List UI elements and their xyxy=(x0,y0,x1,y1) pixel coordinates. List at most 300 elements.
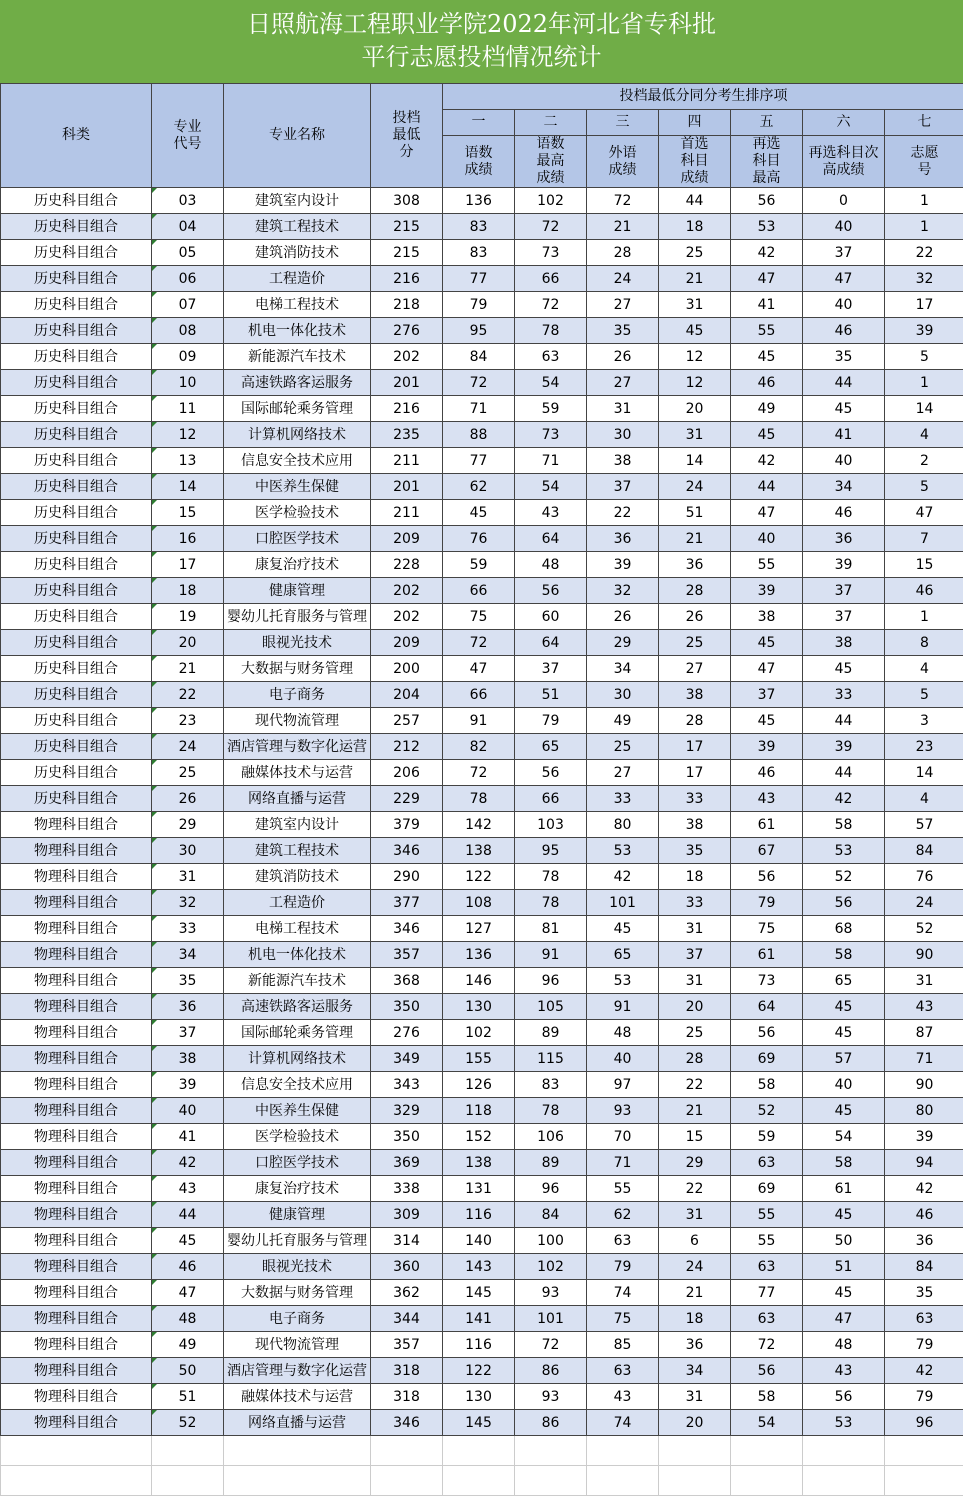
table-row xyxy=(1,734,963,760)
cell-chinese-math: 62 xyxy=(443,474,515,500)
cell-category: 历史科目组合 xyxy=(1,526,152,552)
cell-min-score: 206 xyxy=(371,760,443,786)
cell-min-score: 309 xyxy=(371,1202,443,1228)
header-sort-item-line: 号 xyxy=(885,162,963,179)
cell-elective-max: 55 xyxy=(731,1202,803,1228)
cell-major-name: 国际邮轮乘务管理 xyxy=(224,1020,371,1046)
cell-preference-no: 4 xyxy=(885,786,963,812)
cell-min-score: 338 xyxy=(371,1176,443,1202)
cell-code: 21 xyxy=(152,656,224,682)
cell-elective-second: 58 xyxy=(803,812,885,838)
cell-major-name: 机电一体化技术 xyxy=(224,318,371,344)
cell-preference-no: 39 xyxy=(885,1124,963,1150)
header-sort-item-line: 高成绩 xyxy=(803,162,884,179)
table-row xyxy=(1,500,963,526)
cell-major-name: 工程造价 xyxy=(224,890,371,916)
cell-code: 22 xyxy=(152,682,224,708)
cell-code: 44 xyxy=(152,1202,224,1228)
header-minscore-line: 最低 xyxy=(371,127,442,144)
cell-elective-max: 53 xyxy=(731,214,803,240)
cell-min-score: 211 xyxy=(371,500,443,526)
table-row xyxy=(1,396,963,422)
cell-major-name: 酒店管理与数字化运营 xyxy=(224,734,371,760)
header-sort-number: 一 xyxy=(443,110,515,136)
cell-chinese-math: 82 xyxy=(443,734,515,760)
cell-chinese-math: 108 xyxy=(443,890,515,916)
cell-elective-second: 40 xyxy=(803,214,885,240)
cell-elective-max: 63 xyxy=(731,1306,803,1332)
cell-code: 50 xyxy=(152,1358,224,1384)
cell-chinese-math-max: 56 xyxy=(515,578,587,604)
cell-preference-no: 84 xyxy=(885,838,963,864)
cell-chinese-math: 83 xyxy=(443,214,515,240)
empty-cell xyxy=(885,1436,963,1466)
cell-chinese-math: 141 xyxy=(443,1306,515,1332)
cell-major-name: 新能源汽车技术 xyxy=(224,344,371,370)
cell-foreign-lang: 71 xyxy=(587,1150,659,1176)
cell-first-subject: 28 xyxy=(659,1046,731,1072)
cell-chinese-math-max: 37 xyxy=(515,656,587,682)
cell-chinese-math: 47 xyxy=(443,656,515,682)
cell-preference-no: 1 xyxy=(885,370,963,396)
cell-elective-max: 52 xyxy=(731,1098,803,1124)
cell-elective-second: 45 xyxy=(803,656,885,682)
cell-min-score: 202 xyxy=(371,604,443,630)
cell-foreign-lang: 37 xyxy=(587,474,659,500)
header-code xyxy=(152,84,224,188)
cell-code: 03 xyxy=(152,188,224,214)
cell-category: 历史科目组合 xyxy=(1,240,152,266)
empty-row xyxy=(1,1436,963,1466)
cell-elective-max: 69 xyxy=(731,1176,803,1202)
cell-chinese-math: 116 xyxy=(443,1202,515,1228)
cell-chinese-math-max: 60 xyxy=(515,604,587,630)
cell-elective-second: 45 xyxy=(803,994,885,1020)
cell-chinese-math-max: 84 xyxy=(515,1202,587,1228)
cell-elective-second: 48 xyxy=(803,1332,885,1358)
cell-elective-second: 39 xyxy=(803,552,885,578)
cell-category: 物理科目组合 xyxy=(1,1124,152,1150)
cell-chinese-math-max: 96 xyxy=(515,968,587,994)
cell-min-score: 215 xyxy=(371,240,443,266)
header-sort-item-line: 科目 xyxy=(659,153,730,170)
cell-preference-no: 79 xyxy=(885,1332,963,1358)
cell-elective-second: 35 xyxy=(803,344,885,370)
cell-foreign-lang: 62 xyxy=(587,1202,659,1228)
cell-chinese-math: 79 xyxy=(443,292,515,318)
header-sort-item xyxy=(731,136,803,188)
cell-foreign-lang: 24 xyxy=(587,266,659,292)
cell-first-subject: 35 xyxy=(659,838,731,864)
header-sort-item-line: 成绩 xyxy=(443,162,514,179)
cell-code: 15 xyxy=(152,500,224,526)
table-row xyxy=(1,1228,963,1254)
cell-elective-second: 47 xyxy=(803,1306,885,1332)
cell-preference-no: 23 xyxy=(885,734,963,760)
cell-foreign-lang: 27 xyxy=(587,292,659,318)
cell-chinese-math-max: 73 xyxy=(515,240,587,266)
cell-elective-max: 39 xyxy=(731,578,803,604)
cell-major-name: 口腔医学技术 xyxy=(224,1150,371,1176)
header-code-line: 代号 xyxy=(152,136,223,153)
cell-preference-no: 39 xyxy=(885,318,963,344)
cell-chinese-math: 131 xyxy=(443,1176,515,1202)
cell-min-score: 379 xyxy=(371,812,443,838)
cell-chinese-math-max: 64 xyxy=(515,526,587,552)
cell-first-subject: 14 xyxy=(659,448,731,474)
cell-elective-max: 46 xyxy=(731,370,803,396)
table-row xyxy=(1,1410,963,1436)
cell-foreign-lang: 53 xyxy=(587,838,659,864)
empty-cell xyxy=(885,1466,963,1496)
cell-elective-second: 52 xyxy=(803,864,885,890)
cell-elective-second: 36 xyxy=(803,526,885,552)
cell-first-subject: 18 xyxy=(659,1306,731,1332)
header-sort-item-line: 最高 xyxy=(731,170,802,187)
cell-category: 物理科目组合 xyxy=(1,1202,152,1228)
cell-foreign-lang: 74 xyxy=(587,1280,659,1306)
cell-major-name: 中医养生保健 xyxy=(224,1098,371,1124)
cell-major-name: 电子商务 xyxy=(224,1306,371,1332)
cell-category: 历史科目组合 xyxy=(1,682,152,708)
cell-chinese-math: 77 xyxy=(443,266,515,292)
cell-code: 20 xyxy=(152,630,224,656)
cell-major-name: 眼视光技术 xyxy=(224,1254,371,1280)
cell-first-subject: 31 xyxy=(659,292,731,318)
cell-first-subject: 6 xyxy=(659,1228,731,1254)
cell-min-score: 209 xyxy=(371,526,443,552)
cell-chinese-math-max: 73 xyxy=(515,422,587,448)
header-sort-item-line: 再选科目次 xyxy=(803,145,884,162)
cell-preference-no: 79 xyxy=(885,1384,963,1410)
cell-chinese-math: 145 xyxy=(443,1410,515,1436)
cell-elective-second: 65 xyxy=(803,968,885,994)
cell-foreign-lang: 31 xyxy=(587,396,659,422)
cell-code: 41 xyxy=(152,1124,224,1150)
cell-category: 物理科目组合 xyxy=(1,1046,152,1072)
cell-first-subject: 38 xyxy=(659,812,731,838)
cell-elective-second: 57 xyxy=(803,1046,885,1072)
cell-min-score: 357 xyxy=(371,942,443,968)
cell-elective-second: 38 xyxy=(803,630,885,656)
cell-chinese-math: 136 xyxy=(443,942,515,968)
cell-first-subject: 28 xyxy=(659,708,731,734)
cell-chinese-math-max: 100 xyxy=(515,1228,587,1254)
cell-category: 物理科目组合 xyxy=(1,1150,152,1176)
cell-code: 29 xyxy=(152,812,224,838)
cell-chinese-math-max: 96 xyxy=(515,1176,587,1202)
cell-category: 历史科目组合 xyxy=(1,630,152,656)
cell-preference-no: 1 xyxy=(885,604,963,630)
cell-code: 49 xyxy=(152,1332,224,1358)
cell-foreign-lang: 74 xyxy=(587,1410,659,1436)
cell-elective-second: 0 xyxy=(803,188,885,214)
header-category: 科类 xyxy=(1,84,152,188)
cell-category: 历史科目组合 xyxy=(1,734,152,760)
cell-preference-no: 1 xyxy=(885,214,963,240)
cell-category: 物理科目组合 xyxy=(1,1306,152,1332)
cell-elective-max: 56 xyxy=(731,1020,803,1046)
empty-cell xyxy=(443,1436,515,1466)
cell-chinese-math: 126 xyxy=(443,1072,515,1098)
cell-preference-no: 80 xyxy=(885,1098,963,1124)
cell-category: 历史科目组合 xyxy=(1,552,152,578)
cell-min-score: 318 xyxy=(371,1358,443,1384)
cell-code: 38 xyxy=(152,1046,224,1072)
cell-foreign-lang: 26 xyxy=(587,344,659,370)
cell-chinese-math: 122 xyxy=(443,1358,515,1384)
cell-min-score: 201 xyxy=(371,370,443,396)
cell-preference-no: 43 xyxy=(885,994,963,1020)
table-row xyxy=(1,812,963,838)
cell-code: 14 xyxy=(152,474,224,500)
cell-foreign-lang: 48 xyxy=(587,1020,659,1046)
cell-major-name: 婴幼儿托育服务与管理 xyxy=(224,1228,371,1254)
cell-first-subject: 25 xyxy=(659,630,731,656)
empty-row xyxy=(1,1466,963,1496)
cell-code: 48 xyxy=(152,1306,224,1332)
header-sort-number: 二 xyxy=(515,110,587,136)
cell-chinese-math-max: 91 xyxy=(515,942,587,968)
cell-chinese-math-max: 63 xyxy=(515,344,587,370)
cell-preference-no: 46 xyxy=(885,578,963,604)
empty-cell xyxy=(152,1466,224,1496)
cell-min-score: 369 xyxy=(371,1150,443,1176)
cell-code: 12 xyxy=(152,422,224,448)
cell-category: 物理科目组合 xyxy=(1,916,152,942)
header-sort-item xyxy=(443,136,515,188)
cell-preference-no: 31 xyxy=(885,968,963,994)
cell-major-name: 高速铁路客运服务 xyxy=(224,370,371,396)
header-sort-item-line: 成绩 xyxy=(659,170,730,187)
cell-major-name: 医学检验技术 xyxy=(224,1124,371,1150)
cell-foreign-lang: 72 xyxy=(587,188,659,214)
cell-elective-max: 72 xyxy=(731,1332,803,1358)
cell-chinese-math: 91 xyxy=(443,708,515,734)
cell-min-score: 215 xyxy=(371,214,443,240)
cell-preference-no: 46 xyxy=(885,1202,963,1228)
cell-min-score: 211 xyxy=(371,448,443,474)
header-sort-number: 四 xyxy=(659,110,731,136)
cell-chinese-math: 116 xyxy=(443,1332,515,1358)
cell-min-score: 202 xyxy=(371,344,443,370)
cell-foreign-lang: 55 xyxy=(587,1176,659,1202)
cell-major-name: 建筑室内设计 xyxy=(224,812,371,838)
cell-chinese-math-max: 72 xyxy=(515,1332,587,1358)
table-row xyxy=(1,1332,963,1358)
header-sort-item-line: 外语 xyxy=(587,145,658,162)
cell-category: 历史科目组合 xyxy=(1,786,152,812)
cell-foreign-lang: 63 xyxy=(587,1358,659,1384)
cell-code: 08 xyxy=(152,318,224,344)
cell-foreign-lang: 43 xyxy=(587,1384,659,1410)
cell-foreign-lang: 39 xyxy=(587,552,659,578)
header-sort-item-line: 成绩 xyxy=(587,162,658,179)
cell-major-name: 眼视光技术 xyxy=(224,630,371,656)
cell-preference-no: 2 xyxy=(885,448,963,474)
cell-first-subject: 51 xyxy=(659,500,731,526)
table-row xyxy=(1,656,963,682)
cell-min-score: 276 xyxy=(371,1020,443,1046)
cell-elective-second: 56 xyxy=(803,890,885,916)
cell-chinese-math-max: 115 xyxy=(515,1046,587,1072)
cell-chinese-math: 66 xyxy=(443,578,515,604)
cell-category: 物理科目组合 xyxy=(1,864,152,890)
cell-elective-second: 54 xyxy=(803,1124,885,1150)
cell-min-score: 218 xyxy=(371,292,443,318)
cell-code: 23 xyxy=(152,708,224,734)
cell-chinese-math: 95 xyxy=(443,318,515,344)
cell-elective-max: 77 xyxy=(731,1280,803,1306)
cell-chinese-math-max: 81 xyxy=(515,916,587,942)
cell-category: 历史科目组合 xyxy=(1,370,152,396)
cell-category: 物理科目组合 xyxy=(1,968,152,994)
empty-cell xyxy=(659,1466,731,1496)
cell-chinese-math-max: 51 xyxy=(515,682,587,708)
cell-code: 06 xyxy=(152,266,224,292)
cell-elective-max: 40 xyxy=(731,526,803,552)
cell-chinese-math: 76 xyxy=(443,526,515,552)
cell-foreign-lang: 21 xyxy=(587,214,659,240)
cell-chinese-math: 155 xyxy=(443,1046,515,1072)
cell-code: 36 xyxy=(152,994,224,1020)
table-row xyxy=(1,188,963,214)
cell-elective-max: 42 xyxy=(731,448,803,474)
cell-preference-no: 5 xyxy=(885,344,963,370)
cell-elective-second: 44 xyxy=(803,760,885,786)
empty-cell xyxy=(371,1436,443,1466)
cell-first-subject: 33 xyxy=(659,786,731,812)
cell-elective-max: 75 xyxy=(731,916,803,942)
cell-major-name: 工程造价 xyxy=(224,266,371,292)
cell-foreign-lang: 101 xyxy=(587,890,659,916)
table-header xyxy=(1,84,963,188)
cell-elective-second: 41 xyxy=(803,422,885,448)
header-sort-number: 五 xyxy=(731,110,803,136)
cell-elective-max: 44 xyxy=(731,474,803,500)
cell-chinese-math: 59 xyxy=(443,552,515,578)
cell-elective-second: 40 xyxy=(803,292,885,318)
table-row xyxy=(1,604,963,630)
table-row xyxy=(1,1306,963,1332)
cell-elective-max: 45 xyxy=(731,630,803,656)
cell-major-name: 信息安全技术应用 xyxy=(224,1072,371,1098)
cell-major-name: 康复治疗技术 xyxy=(224,552,371,578)
cell-preference-no: 63 xyxy=(885,1306,963,1332)
header-sort-item-line: 语数 xyxy=(443,145,514,162)
cell-first-subject: 22 xyxy=(659,1176,731,1202)
cell-foreign-lang: 27 xyxy=(587,370,659,396)
table-row xyxy=(1,240,963,266)
empty-cell xyxy=(659,1436,731,1466)
cell-major-name: 建筑消防技术 xyxy=(224,864,371,890)
cell-min-score: 346 xyxy=(371,1410,443,1436)
cell-code: 42 xyxy=(152,1150,224,1176)
cell-category: 历史科目组合 xyxy=(1,318,152,344)
cell-chinese-math: 140 xyxy=(443,1228,515,1254)
empty-cell xyxy=(731,1466,803,1496)
cell-preference-no: 42 xyxy=(885,1358,963,1384)
cell-code: 33 xyxy=(152,916,224,942)
cell-elective-max: 56 xyxy=(731,1358,803,1384)
cell-elective-second: 45 xyxy=(803,1280,885,1306)
cell-chinese-math: 130 xyxy=(443,1384,515,1410)
cell-chinese-math-max: 72 xyxy=(515,292,587,318)
cell-first-subject: 21 xyxy=(659,1280,731,1306)
cell-first-subject: 45 xyxy=(659,318,731,344)
cell-chinese-math-max: 72 xyxy=(515,214,587,240)
header-sort-item-line: 成绩 xyxy=(515,170,586,187)
cell-elective-max: 58 xyxy=(731,1072,803,1098)
cell-chinese-math: 72 xyxy=(443,370,515,396)
cell-foreign-lang: 42 xyxy=(587,864,659,890)
cell-foreign-lang: 32 xyxy=(587,578,659,604)
table-row xyxy=(1,916,963,942)
cell-foreign-lang: 63 xyxy=(587,1228,659,1254)
cell-elective-second: 43 xyxy=(803,1358,885,1384)
header-sort-item-line: 语数 xyxy=(515,136,586,153)
cell-min-score: 229 xyxy=(371,786,443,812)
cell-first-subject: 18 xyxy=(659,864,731,890)
cell-code: 35 xyxy=(152,968,224,994)
cell-preference-no: 71 xyxy=(885,1046,963,1072)
cell-first-subject: 31 xyxy=(659,1384,731,1410)
cell-first-subject: 12 xyxy=(659,370,731,396)
cell-chinese-math-max: 78 xyxy=(515,864,587,890)
empty-cell xyxy=(731,1436,803,1466)
header-sort-number: 六 xyxy=(803,110,885,136)
cell-min-score: 360 xyxy=(371,1254,443,1280)
cell-category: 历史科目组合 xyxy=(1,344,152,370)
cell-major-name: 融媒体技术与运营 xyxy=(224,760,371,786)
cell-category: 历史科目组合 xyxy=(1,214,152,240)
cell-chinese-math: 127 xyxy=(443,916,515,942)
cell-elective-max: 47 xyxy=(731,656,803,682)
header-sort-item xyxy=(659,136,731,188)
cell-major-name: 建筑室内设计 xyxy=(224,188,371,214)
cell-category: 物理科目组合 xyxy=(1,942,152,968)
table-row xyxy=(1,526,963,552)
table-row xyxy=(1,1124,963,1150)
cell-code: 45 xyxy=(152,1228,224,1254)
header-sort-item-line: 再选 xyxy=(731,136,802,153)
cell-min-score: 357 xyxy=(371,1332,443,1358)
cell-foreign-lang: 28 xyxy=(587,240,659,266)
header-sort-item xyxy=(587,136,659,188)
empty-cell xyxy=(371,1466,443,1496)
empty-cell xyxy=(515,1466,587,1496)
cell-elective-max: 55 xyxy=(731,552,803,578)
table-row xyxy=(1,474,963,500)
cell-category: 物理科目组合 xyxy=(1,994,152,1020)
cell-first-subject: 20 xyxy=(659,994,731,1020)
empty-cell xyxy=(1,1436,152,1466)
cell-min-score: 235 xyxy=(371,422,443,448)
cell-first-subject: 12 xyxy=(659,344,731,370)
cell-elective-max: 55 xyxy=(731,318,803,344)
cell-chinese-math: 145 xyxy=(443,1280,515,1306)
cell-chinese-math: 130 xyxy=(443,994,515,1020)
cell-chinese-math-max: 101 xyxy=(515,1306,587,1332)
table-row xyxy=(1,994,963,1020)
cell-major-name: 现代物流管理 xyxy=(224,1332,371,1358)
cell-first-subject: 15 xyxy=(659,1124,731,1150)
cell-preference-no: 47 xyxy=(885,500,963,526)
table-row xyxy=(1,292,963,318)
cell-category: 物理科目组合 xyxy=(1,1410,152,1436)
cell-preference-no: 94 xyxy=(885,1150,963,1176)
cell-category: 物理科目组合 xyxy=(1,1280,152,1306)
